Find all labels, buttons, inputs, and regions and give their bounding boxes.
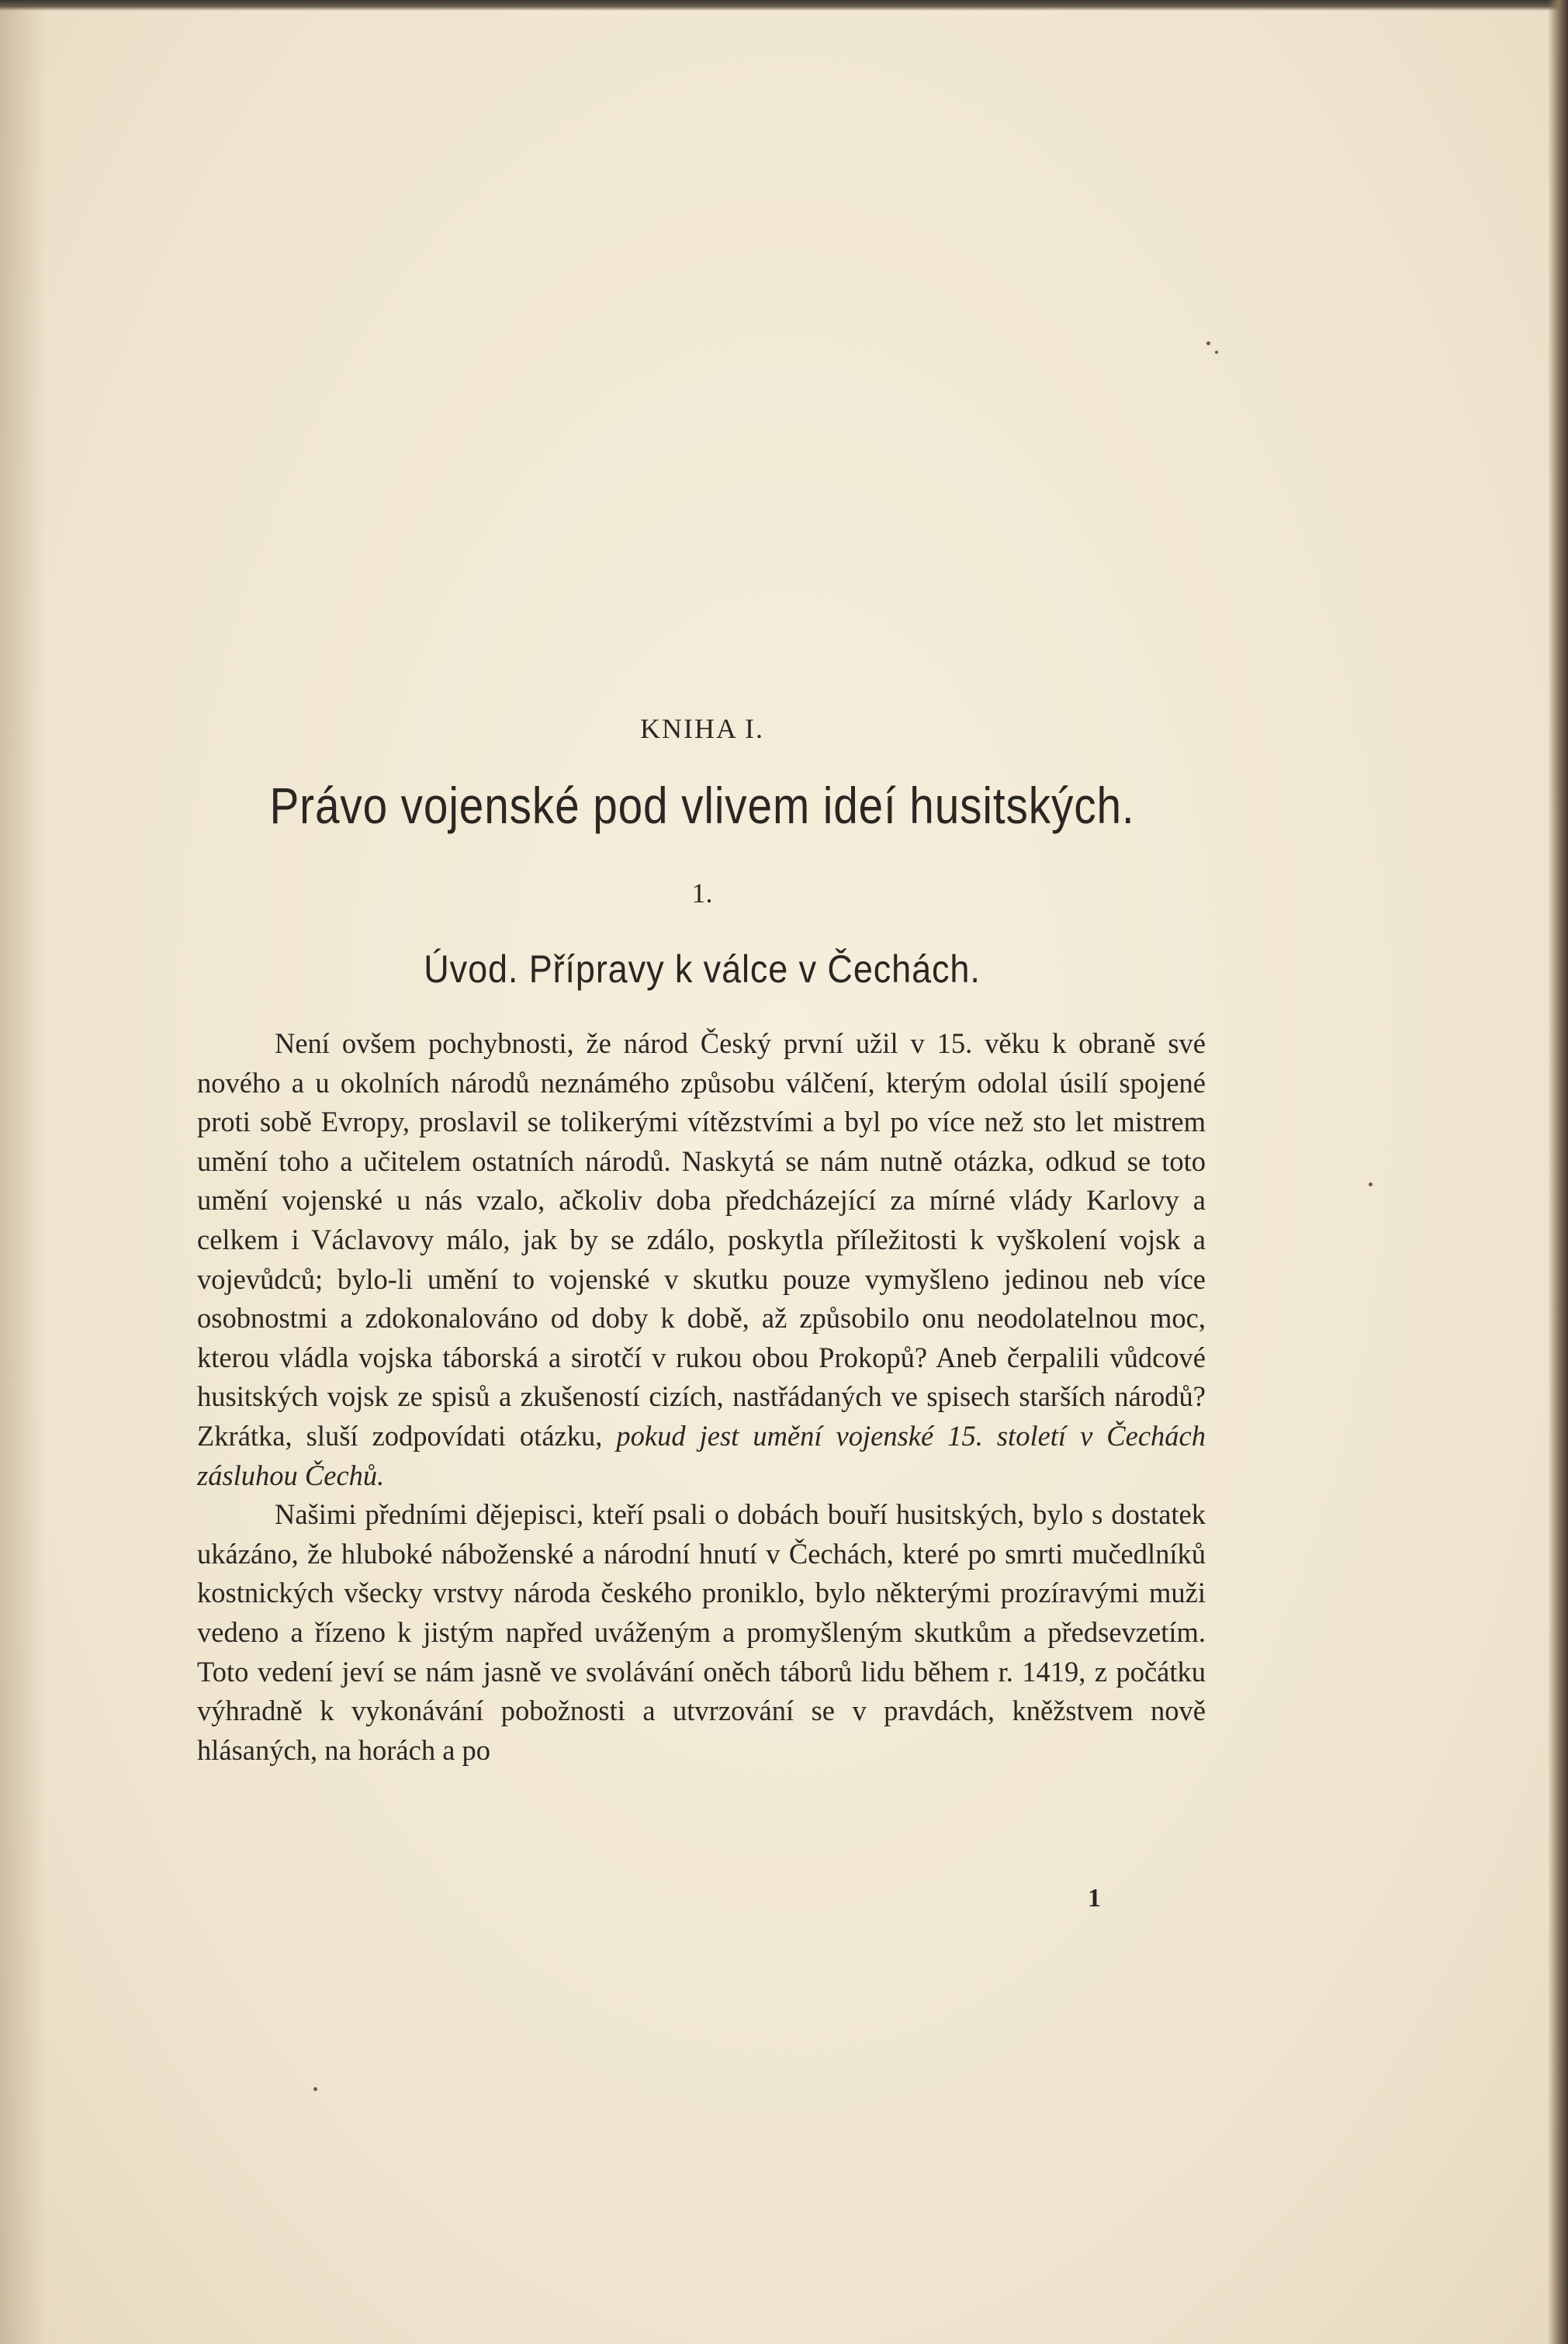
paragraph-1	[197, 1024, 1206, 1495]
chapter-title: Právo vojenské pod vlivem ideí husitských.	[269, 777, 1135, 834]
paper-speck	[1215, 351, 1218, 354]
page-top-edge	[0, 0, 1568, 11]
page-right-edge	[1548, 0, 1568, 2344]
book-label: KNIHA I.	[640, 713, 764, 744]
body-text	[197, 1024, 1206, 1770]
paper-speck	[313, 2087, 317, 2091]
paragraph-2: Našimi předními dějepisci, kteří psali o dobách bouří husitských, bylo s dostatek ukázáno, že hluboké náboženské a národní hnutí v Čechách, které po smrti mučedlníků kostnických všecky vrstvy národa českého proniklo, bylo některými prozíravými muži vedeno a řízeno k jistým napřed uváženým a promyšleným skutkům a předsevzetím. Toto vedení jeví se nám jasně ve svolávání oněch táborů lidu během r. 1419, z počátku výhradně k vykonávání pobožnosti a utvrzování se v pravdách, kněžstvem nově hlásaných, na horách a po	[197, 1498, 1206, 1766]
paper-speck	[1369, 1182, 1372, 1186]
page-number: 1	[1088, 1884, 1101, 1913]
paper-speck	[1206, 341, 1210, 345]
spine-shadow	[0, 0, 47, 2344]
paragraph-1-emphasis: pokud jest umění vojenské 15. století v Čechách zásluhou Čechů.	[197, 1419, 1206, 1491]
paragraph-1-text: Není ovšem pochybnosti, že národ Český první užil v 15. věku k obraně své nového a u okolních národů neznámého způsobu válčení, kterým odolal úsilí spojené proti sobě Evropy, proslavil se tolikerými vítězstvími a byl po více než sto let mistrem umění toho a učitelem ostatních národů. Naskytá se nám nutně otázka, odkud se toto umění vojenské u nás vzalo, ačkoliv doba předcházející za mírné vlády Karlovy a celkem i Václavovy málo, jak by se zdálo, poskytla příležitosti k vyškolení vojsk a vojevůdců; bylo-li umění to vojenské v skutku pouze vymyšleno jedinou neb více osobnostmi a zdokonalováno od doby k době, až způsobilo onu neodolatelnou moc, kterou vládla vojska táborská a sirotčí v rukou obou Prokopů? Aneb čerpalili vůdcové husitských vojsk ze spisů a zkušeností cizích, nastřádaných ve spisech starších národů? Zkrátka, sluší zodpovídati otázku,	[197, 1027, 1206, 1452]
section-title: Úvod. Přípravy k válce v Čechách.	[424, 947, 981, 991]
section-number: 1.	[691, 878, 713, 909]
